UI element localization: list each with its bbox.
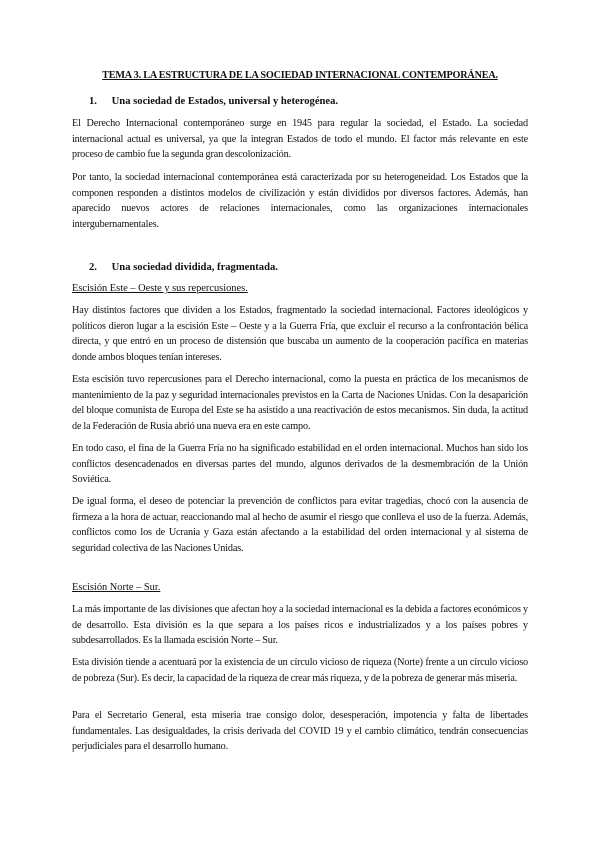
section-1-title: Una sociedad de Estados, universal y heterogénea. — [111, 96, 339, 107]
section-2-number: 2. — [89, 262, 97, 273]
north-south-paragraph-2: Esta división tiende a acentuará por la existencia de un círculo vicioso de riqueza (Norte) frente a un círculo vicioso de pobreza (Sur). Es decir, la capacidad de la riqueza de crear más riqueza, y de la pobreza de generar más miseria. — [72, 657, 528, 684]
subsection-east-west-title: Escisión Este – Oeste y sus repercusiones. — [72, 283, 248, 294]
section-2-title: Una sociedad dividida, fragmentada. — [111, 262, 278, 273]
north-south-paragraph-3: Para el Secretario General, esta miseria trae consigo dolor, desesperación, impotencia y falta de libertades fundamentales. Las desigualdades, la crisis derivada del COVID 19 y el cambio climático, tendrán consecuencias perjudiciales para el desarrollo humano. — [72, 710, 528, 753]
east-west-paragraph-1: Hay distintos factores que dividen a los Estados, fragmentado la sociedad internacional. Factores ideológicos y políticos dieron lugar a la escisión Este – Oeste y a la Guerra Fría, que excluir el recurso a la confrontación bélica directa, y que entró en un proceso de distensión que buscaba un aumento de la cooperación pacífica en materias donde ambos bloques tenían intereses. — [72, 305, 528, 363]
section-1-paragraph-2: Por tanto, la sociedad internacional contemporánea está caracterizada por su heterogeneidad. Los Estados que la componen responden a distintos modelos de civilización y están divididos por diversos factores. Además, han aparecido nuevos actores de relaciones internacionales, como las organizaciones internacionales intergubernamentales. — [72, 172, 528, 230]
subsection-north-south-title: Escisión Norte – Sur. — [72, 582, 161, 593]
document-title: TEMA 3. LA ESTRUCTURA DE LA SOCIEDAD INTERNACIONAL CONTEMPORÁNEA. — [102, 70, 498, 81]
east-west-paragraph-2: Esta escisión tuvo repercusiones para el Derecho internacional, como la puesta en práctica de los mecanismos de mantenimiento de la paz y seguridad internacionales previstos en la Carta de Naciones Unidas. Con la desaparición del bloque comunista de Europa del Este se ha asistido a una reactivación de estos mecanismos. Sin duda, la actitud de la Federación de Rusia abrió una nueva era en este campo. — [72, 374, 528, 432]
section-1-number: 1. — [89, 96, 97, 107]
north-south-paragraph-1: La más importante de las divisiones que afectan hoy a la sociedad internacional es la debida a factores económicos y de desarrollo. Esta división es la que separa a los países ricos e industrializados y a los países pobres y subdesarrollados. Es la llamada escisión Norte – Sur. — [72, 604, 528, 647]
section-1-paragraph-1: El Derecho Internacional contemporáneo surge en 1945 para regular la sociedad, el Estado. La sociedad internacional actual es universal, ya que la integran Estados de todo el mundo. El factor más relevante en este proceso de cambio fue la segunda gran descolonización. — [72, 118, 528, 161]
east-west-paragraph-3: En todo caso, el fina de la Guerra Fría no ha significado estabilidad en el orden internacional. Muchos han sido los conflictos desencadenados en diversas partes del mundo, algunos derivados de la desmembración de la Unión Soviética. — [72, 443, 528, 486]
east-west-paragraph-4: De igual forma, el deseo de potenciar la prevención de conflictos para evitar tragedias, chocó con la ausencia de firmeza a la hora de actuar, reaccionando mal al hecho de asumir el riesgo que conlleva el uso de la fuerza. Además, conflictos como los de Ucrania y Gaza están afectando a la estabilidad del orden internacional y al sistema de seguridad colectiva de las Naciones Unidas. — [72, 496, 528, 554]
section-2-heading — [72, 262, 528, 273]
section-1-heading — [72, 96, 528, 107]
